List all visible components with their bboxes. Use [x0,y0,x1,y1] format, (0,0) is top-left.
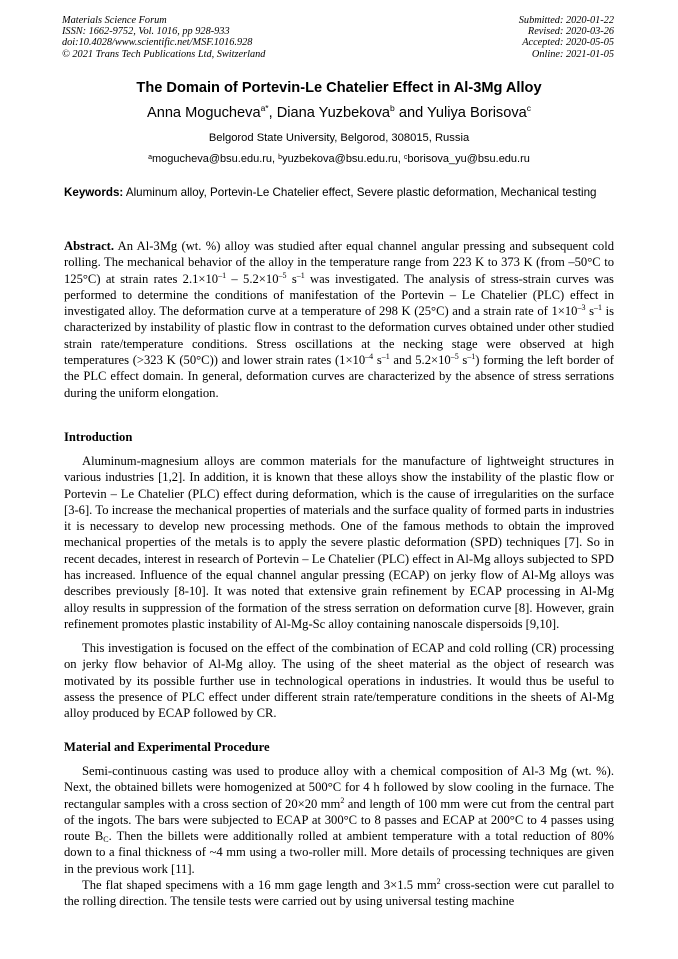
methods-paragraph [64,763,614,877]
exponent: –1 [381,352,390,362]
exponent: –5 [450,352,459,362]
exponent: –1 [218,270,227,280]
dates-info [519,15,614,60]
exponent: –1 [296,270,305,280]
abstract [64,238,614,401]
exponent: –1 [593,303,602,313]
submitted-date: Submitted: 2020-01-22 [518,15,614,26]
keywords-text: Aluminum alloy, Portevin-Le Chatelier effect, Severe plastic deformation, Mechanical testing [123,186,597,199]
author-affiliation-mark: c [526,103,532,113]
exponent: –5 [278,270,287,280]
methods-heading: Material and Experimental Procedure [64,740,270,754]
methods-paragraph [64,877,614,910]
email-address: yuzbekova@bsu.edu.ru, [282,153,404,165]
abstract-text: and 5.2×10 [389,353,451,368]
abstract-text: An Al-3Mg (wt. %) alloy was studied after equal channel angular pressing and subsequent cold rolling. The mechanical behavior of the alloy in the temperature range from 223 K to 373 K (from –50°C to 125°C) at strain rates 2.1×10 [64,239,614,286]
exponent: 2 [340,795,345,805]
methods-text: . Then the billets were additionally rolled at ambient temperature with a total reduction of 80% down to a final thickness of ~4 mm using a two-roller mill. More details of processing techniques are given in the previous work [11]. [64,829,614,876]
journal-info [62,15,265,60]
author-separator: , [268,105,277,121]
methods-text: Semi-continuous casting was used to produce alloy with a chemical composition of Al-3 Mg (wt. %). Next, the obtained billets were homogenized at 500°C for 4 h followed by slow cooling in the furnace. The rectangular samples with a cross section of 20×20 mm [64,764,614,811]
journal-name: Materials Science Forum [62,15,167,26]
accepted-date: Accepted: 2020-05-05 [522,37,614,49]
email-list [0,153,678,165]
abstract-text: was investigated. The analysis of stress-strain curves was performed to determine the conditions of manifestation of the Portevin – Le Chatelier (PLC) effect in investigated alloy. The deformation curve at a temperature of 298 K (25°C) and a strain rate of 1×10 [64,271,614,319]
email-mark: c [403,154,408,161]
introduction-heading: Introduction [64,430,133,444]
exponent: –3 [577,303,586,313]
exponent: –4 [365,352,374,362]
abstract-text: s [458,353,468,368]
methods-text: and length of 100 mm were cut from the central part of the ingots. The bars were subjected to ECAP at 300°C to 8 passes and ECAP at 200°C to 4 passes using route B [64,796,614,844]
paper-title: The Domain of Portevin-Le Chatelier Effect in Al-3Mg Alloy [136,80,542,96]
issn-line: ISSN: 1662-9752, Vol. 1016, pp 928-933 [62,26,230,38]
abstract-text: is characterized by instability of plastic flow in contrast to the deformation curves obtained under other studied strain rate/temperature conditions. Stress oscillations at the necking stage were observed at high temperatures (>323 K (50°C)) and lower strain rates (1×10 [64,304,614,368]
introduction-paragraph: This investigation is focused on the effect of the combination of ECAP and cold rolling (CR) processing on jerky flow behavior of Al-Mg alloy. The using of the sheet material as the object of research was motivated by its possible further use in technological operations in industries. It would thus be useful to assess the presence of PLC effect under different strain rate/temperature conditions in the sheets of Al-Mg alloy produced by ECAP followed by CR. [64,641,614,721]
affiliation: Belgorod State University, Belgorod, 308015, Russia [208,132,470,144]
author-affiliation-mark: b [390,103,395,113]
abstract-text: – 5.2×10 [226,271,279,286]
author-affiliation-mark: a* [260,103,269,113]
abstract-text: s [373,353,382,368]
methods-text: cross-section were cut parallel to the rolling direction. The tensile tests were carried out by using universal testing machine [64,878,615,909]
keywords-label: Keywords: [64,186,124,199]
online-date: Online: 2021-01-05 [531,48,614,60]
abstract-text: s [585,304,594,319]
author-name: Yuliya Borisova [426,105,527,121]
exponent: –1 [467,352,476,362]
introduction-paragraph: Aluminum-magnesium alloys are common materials for the manufacture of lightweight structures in various industries [1,2]. In addition, it is known that these alloys show the instability of the plastic flow or Portevin – Le Chatelier (PLC) effect during deformation, which is the cause of irregularities on the surface [3-6]. To increase the mechanical properties of materials and the surface quality of formed parts in industries it is necessary to develop new processing methods. One of the famous methods to obtain the improved mechanical properties of the metals is to apply the severe plastic deformation (SPD) techniques [7]. So in recent decades, interest in research of Portevin – Le Chatelier (PLC) effect in Al-Mg alloys subjected to SPD has increased. Influence of the equal channel angular pressing (ECAP) on jerky flow of Al-Mg alloys was describes previously [8-10]. It was noted that extensive grain refinement by ECAP processing in Al-Mg alloy results in suppression of the formation of the stress serration on deformation curve [8]. However, grain refinement promotes plastic instability of Al-Mg-Sc alloy containing nanoscale dispersoids [9,10]. [64,454,614,631]
email-mark: b [278,154,283,161]
author-name: Anna Mogucheva [146,105,261,121]
abstract-text: s [286,271,297,286]
author-list [0,105,678,121]
methods-text: The flat shaped specimens with a 16 mm gage length and 3×1.5 mm [82,878,437,892]
email-mark: a [148,154,153,161]
keywords [64,186,614,201]
email-address: mogucheva@bsu.edu.ru, [152,153,279,165]
author-name: Diana Yuzbekova [276,105,391,121]
author-separator: and [394,105,427,121]
revised-date: Revised: 2020-03-26 [527,26,614,38]
copyright-line: © 2021 Trans Tech Publications Ltd, Switzerland [62,48,266,60]
exponent: 2 [436,877,441,886]
abstract-text: ) forming the left border of the PLC effect domain. In general, deformation curves are characterized by the absence of stress serrations during the uniform elongation. [64,353,614,400]
email-address: borisova_yu@bsu.edu.ru [407,153,530,165]
doi-line: doi:10.4028/www.scientific.net/MSF.1016.928 [62,37,253,49]
subscript: C [103,835,109,845]
abstract-label: Abstract. [64,239,115,253]
